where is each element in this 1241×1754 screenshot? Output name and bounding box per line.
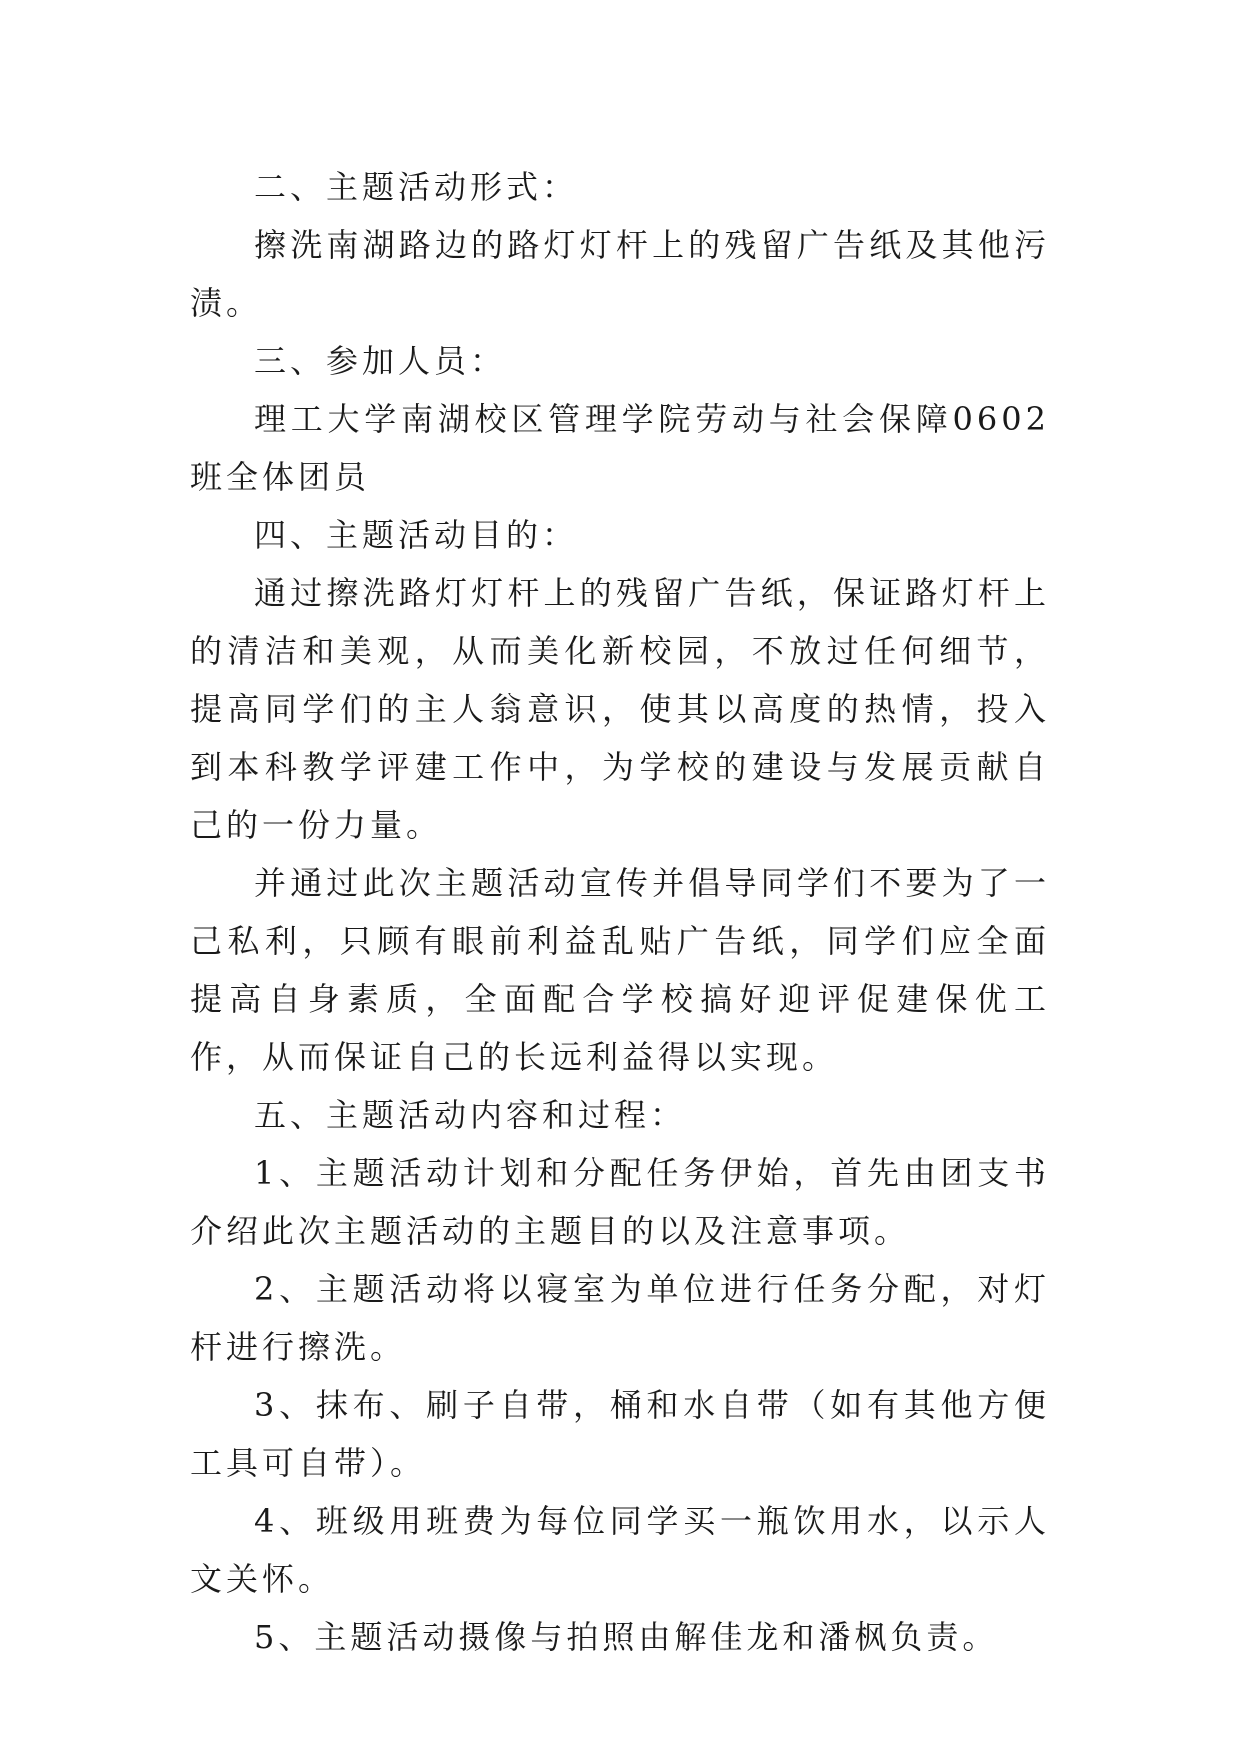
list-item-1: 1、主题活动计划和分配任务伊始，首先由团支书介绍此次主题活动的主题目的以及注意事项。 bbox=[190, 1154, 1050, 1250]
list-item-2: 2、主题活动将以寝室为单位进行任务分配，对灯杆进行擦洗。 bbox=[190, 1270, 1050, 1366]
section-heading-participants: 三、参加人员： bbox=[254, 342, 507, 380]
paragraph-purpose: 通过擦洗路灯灯杆上的残留广告纸，保证路灯杆上的清洁和美观，从而美化新校园，不放过任何细节，提高同学们的主人翁意识，使其以高度的热情，投入到本科教学评建工作中，为学校的建设与发展贡献自己的一份力量。 bbox=[190, 574, 1050, 844]
section-heading-content-process: 五、主题活动内容和过程： bbox=[254, 1096, 687, 1134]
paragraph-purpose-continued: 并通过此次主题活动宣传并倡导同学们不要为了一己私利，只顾有眼前利益乱贴广告纸，同学们应全面提高自身素质，全面配合学校搞好迎评促建保优工作，从而保证自己的长远利益得以实现。 bbox=[190, 864, 1050, 1076]
paragraph-participants: 理工大学南湖校区管理学院劳动与社会保障0602班全体团员 bbox=[190, 400, 1050, 496]
paragraph-activity-form: 擦洗南湖路边的路灯灯杆上的残留广告纸及其他污渍。 bbox=[190, 226, 1050, 322]
list-item-4: 4、班级用班费为每位同学买一瓶饮用水，以示人文关怀。 bbox=[190, 1502, 1050, 1598]
list-item-5: 5、主题活动摄像与拍照由解佳龙和潘枫负责。 bbox=[254, 1618, 999, 1656]
section-heading-activity-form: 二、主题活动形式： bbox=[254, 168, 579, 206]
list-item-3: 3、抹布、刷子自带，桶和水自带（如有其他方便工具可自带）。 bbox=[190, 1386, 1050, 1482]
section-heading-purpose: 四、主题活动目的： bbox=[254, 516, 579, 554]
document-body bbox=[190, 158, 1050, 1666]
